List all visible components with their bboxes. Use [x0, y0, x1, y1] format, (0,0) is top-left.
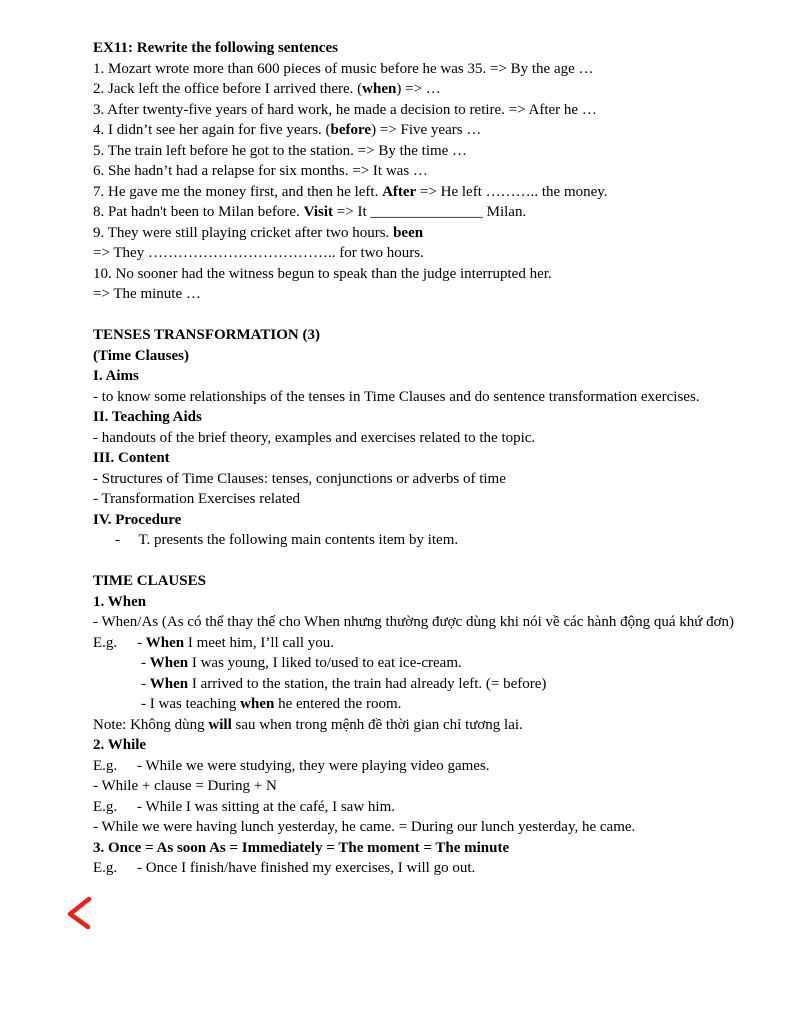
ex11-item-6: 6. She hadn’t had a relapse for six months. => It was …	[93, 163, 428, 179]
time-clauses-title: TIME CLAUSES	[93, 573, 206, 589]
when-example-3: - When I arrived to the station, the train had already left. (= before)	[141, 675, 547, 692]
while-example-1: E.g. - While we were studying, they were playing video games.	[93, 757, 490, 774]
procedure-item: - T. presents the following main contents item by item.	[115, 532, 459, 548]
red-chevron-mark-icon	[66, 896, 92, 930]
once-example-1: E.g. - Once I finish/have finished my exercises, I will go out.	[93, 860, 476, 876]
ex11-item-10: 10. No sooner had the witness begun to speak than the judge interrupted her.	[93, 265, 552, 282]
teaching-aids-text: - handouts of the brief theory, examples and exercises related to the topic.	[93, 429, 536, 446]
ex11-item-8: 8. Pat hadn't been to Milan before. Visit => It _______________ Milan.	[93, 204, 527, 220]
procedure-heading: IV. Procedure	[93, 511, 182, 528]
while-example-3: - While we were having lunch yesterday, he came. = During our lunch yesterday, he came.	[93, 819, 636, 835]
when-example-4: - I was teaching when he entered the room.	[141, 696, 402, 712]
ex11-item-9: 9. They were still playing cricket after two hours. been	[93, 224, 424, 241]
tenses-subtitle: (Time Clauses)	[93, 347, 189, 364]
aims-heading: I. Aims	[93, 368, 139, 384]
ex11-item-4: 4. I didn’t see her again for five years. (before) => Five years …	[93, 122, 482, 138]
while-rule: - While + clause = During + N	[93, 778, 277, 794]
teaching-aids-heading: II. Teaching Aids	[93, 409, 202, 425]
ex11-title: EX11: Rewrite the following sentences	[93, 40, 338, 56]
when-example-2: - When I was young, I liked to/used to eat ice-cream.	[141, 655, 462, 671]
ex11-item-1: 1. Mozart wrote more than 600 pieces of music before he was 35. => By the age …	[93, 60, 594, 77]
aims-text: - to know some relationships of the tenses in Time Clauses and do sentence transformation exercises.	[93, 388, 700, 405]
when-text: - When/As (As có thể thay thế cho When nhưng thường được dùng khi nói về các hành động quá khứ đơn)	[93, 614, 735, 630]
once-heading: 3. Once = As soon As = Immediately = The moment = The minute	[93, 839, 510, 856]
when-note: Note: Không dùng will sau when trong mệnh đề thời gian chỉ tương lai.	[93, 716, 523, 733]
content-heading: III. Content	[93, 450, 170, 466]
tenses-title: TENSES TRANSFORMATION (3)	[93, 327, 320, 343]
document-page	[93, 38, 753, 879]
content-item-2: - Transformation Exercises related	[93, 491, 301, 507]
when-example-1: E.g. - When I meet him, I’ll call you.	[93, 634, 335, 651]
red-chevron-mark-path	[70, 899, 89, 927]
while-example-2: E.g. - While I was sitting at the café, I saw him.	[93, 798, 395, 815]
ex11-item-7: 7. He gave me the money first, and then he left. After => He left ……….. the money.	[93, 183, 608, 200]
ex11-item-2: 2. Jack left the office before I arrived there. (when) => …	[93, 81, 441, 97]
content-item-1: - Structures of Time Clauses: tenses, conjunctions or adverbs of time	[93, 470, 506, 487]
ex11-item-5: 5. The train left before he got to the station. => By the time …	[93, 142, 468, 159]
while-heading: 2. While	[93, 737, 147, 753]
when-heading: 1. When	[93, 593, 147, 610]
ex11-item-10-answer: => The minute …	[93, 286, 201, 302]
ex11-item-3: 3. After twenty-five years of hard work, he made a decision to retire. => After he …	[93, 101, 597, 118]
ex11-item-9-answer: => They ……………………………….. for two hours.	[93, 245, 424, 261]
